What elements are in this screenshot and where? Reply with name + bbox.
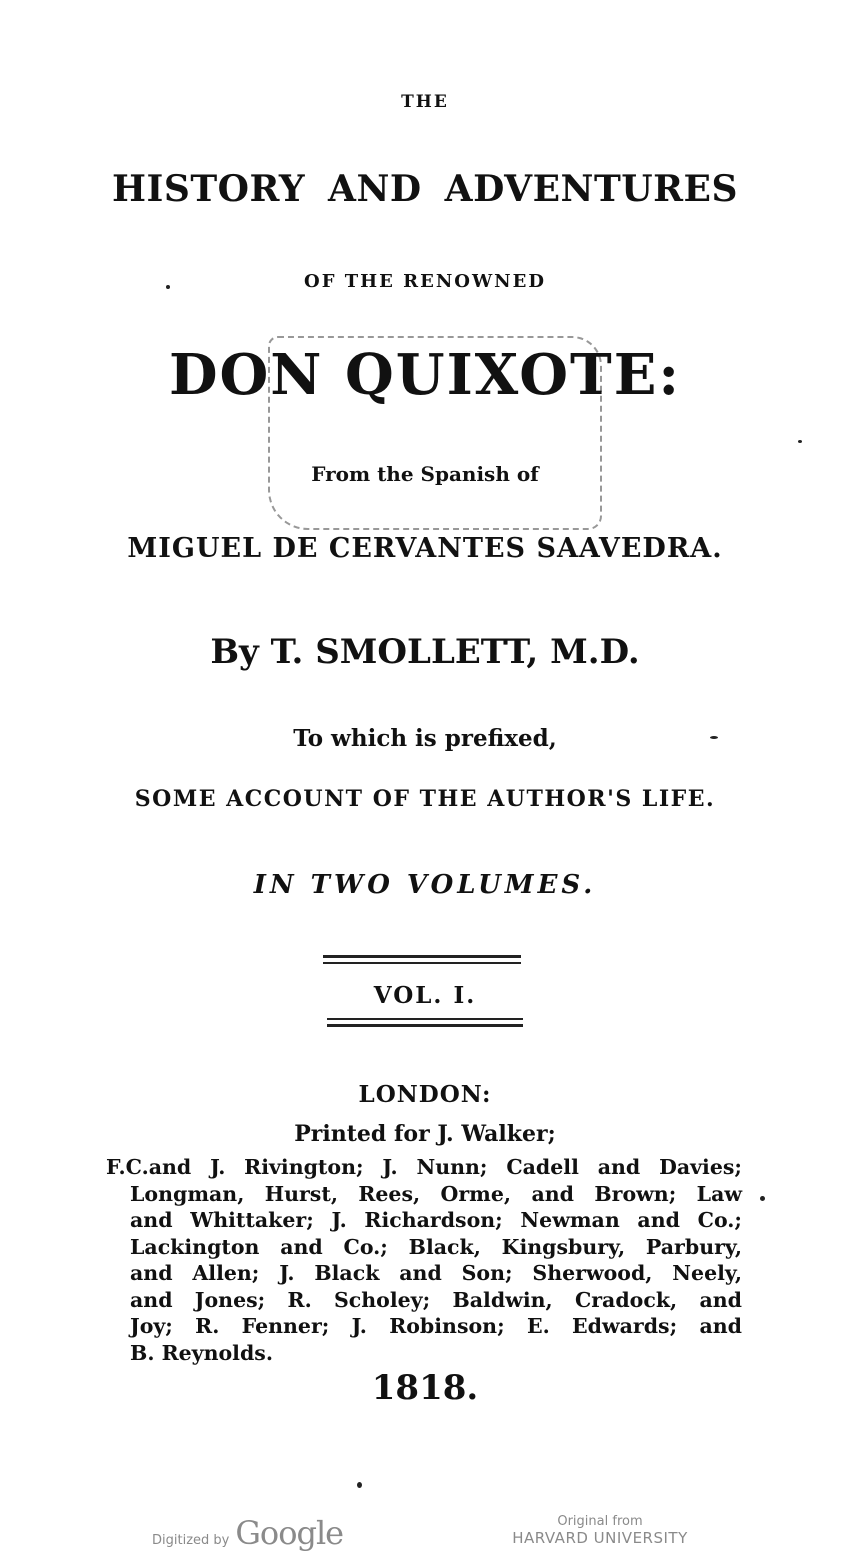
from-spanish: From the Spanish of: [311, 462, 539, 486]
speck: [710, 736, 718, 739]
speck: [760, 1196, 765, 1201]
volumes-line: IN TWO VOLUMES.: [253, 870, 597, 900]
bookseller-line: Joy; R. Fenner; J. Robinson; E. Edwards; and: [130, 1314, 742, 1338]
bookseller-line: and Jones; R. Scholey; Baldwin, Cradock, and: [130, 1287, 742, 1312]
bookseller-line: and Whittaker; J. Richardson; Newman and Co.;: [130, 1208, 742, 1232]
rule-bottom-1: [327, 1018, 523, 1020]
prefixed-line: To which is prefixed,: [293, 725, 557, 752]
speck: [166, 285, 170, 289]
bookseller-line: Longman, Hurst, Rees, Orme, and Brown; Law: [130, 1181, 742, 1206]
author-life-line: SOME ACCOUNT OF THE AUTHOR'S LIFE.: [134, 786, 716, 812]
institution-name: HARVARD UNIVERSITY: [512, 1529, 688, 1547]
imprint-year: 1818.: [371, 1368, 479, 1408]
imprint-place: LONDON:: [358, 1081, 492, 1108]
title-history: HISTORY AND ADVENTURES: [112, 168, 738, 210]
original-from-label: Original from: [557, 1514, 643, 1529]
rule-top-1: [323, 955, 521, 958]
bookseller-line: F.C.and J. Rivington; J. Nunn; Cadell and Davies;: [106, 1155, 742, 1179]
rule-top-2: [323, 962, 521, 964]
subtitle-renowned: OF THE RENOWNED: [304, 271, 546, 292]
google-logo: Google: [235, 1514, 344, 1552]
speck: [357, 1482, 362, 1488]
digitized-by-label: Digitized by: [152, 1533, 230, 1548]
volume-number: VOL. I.: [373, 982, 477, 1009]
digitized-by-watermark: [152, 1514, 343, 1552]
author-name: MIGUEL DE CERVANTES SAAVEDRA.: [127, 533, 723, 564]
booksellers-list: [106, 1154, 742, 1366]
imprint-printed-for: Printed for J. Walker;: [294, 1121, 556, 1147]
bookseller-line: and Allen; J. Black and Son; Sherwood, Neely,: [130, 1261, 742, 1285]
rule-bottom-2: [327, 1024, 523, 1027]
translator-line: By T. SMOLLETT, M.D.: [210, 632, 640, 672]
original-from-watermark: [500, 1514, 700, 1547]
bookseller-line: B. Reynolds.: [130, 1340, 273, 1365]
page-title-the: THE: [401, 92, 449, 112]
title-don-quixote: DON QUIXOTE:: [168, 342, 682, 408]
bookseller-line: Lackington and Co.; Black, Kingsbury, Parbury,: [130, 1234, 742, 1259]
speck: [798, 440, 802, 443]
